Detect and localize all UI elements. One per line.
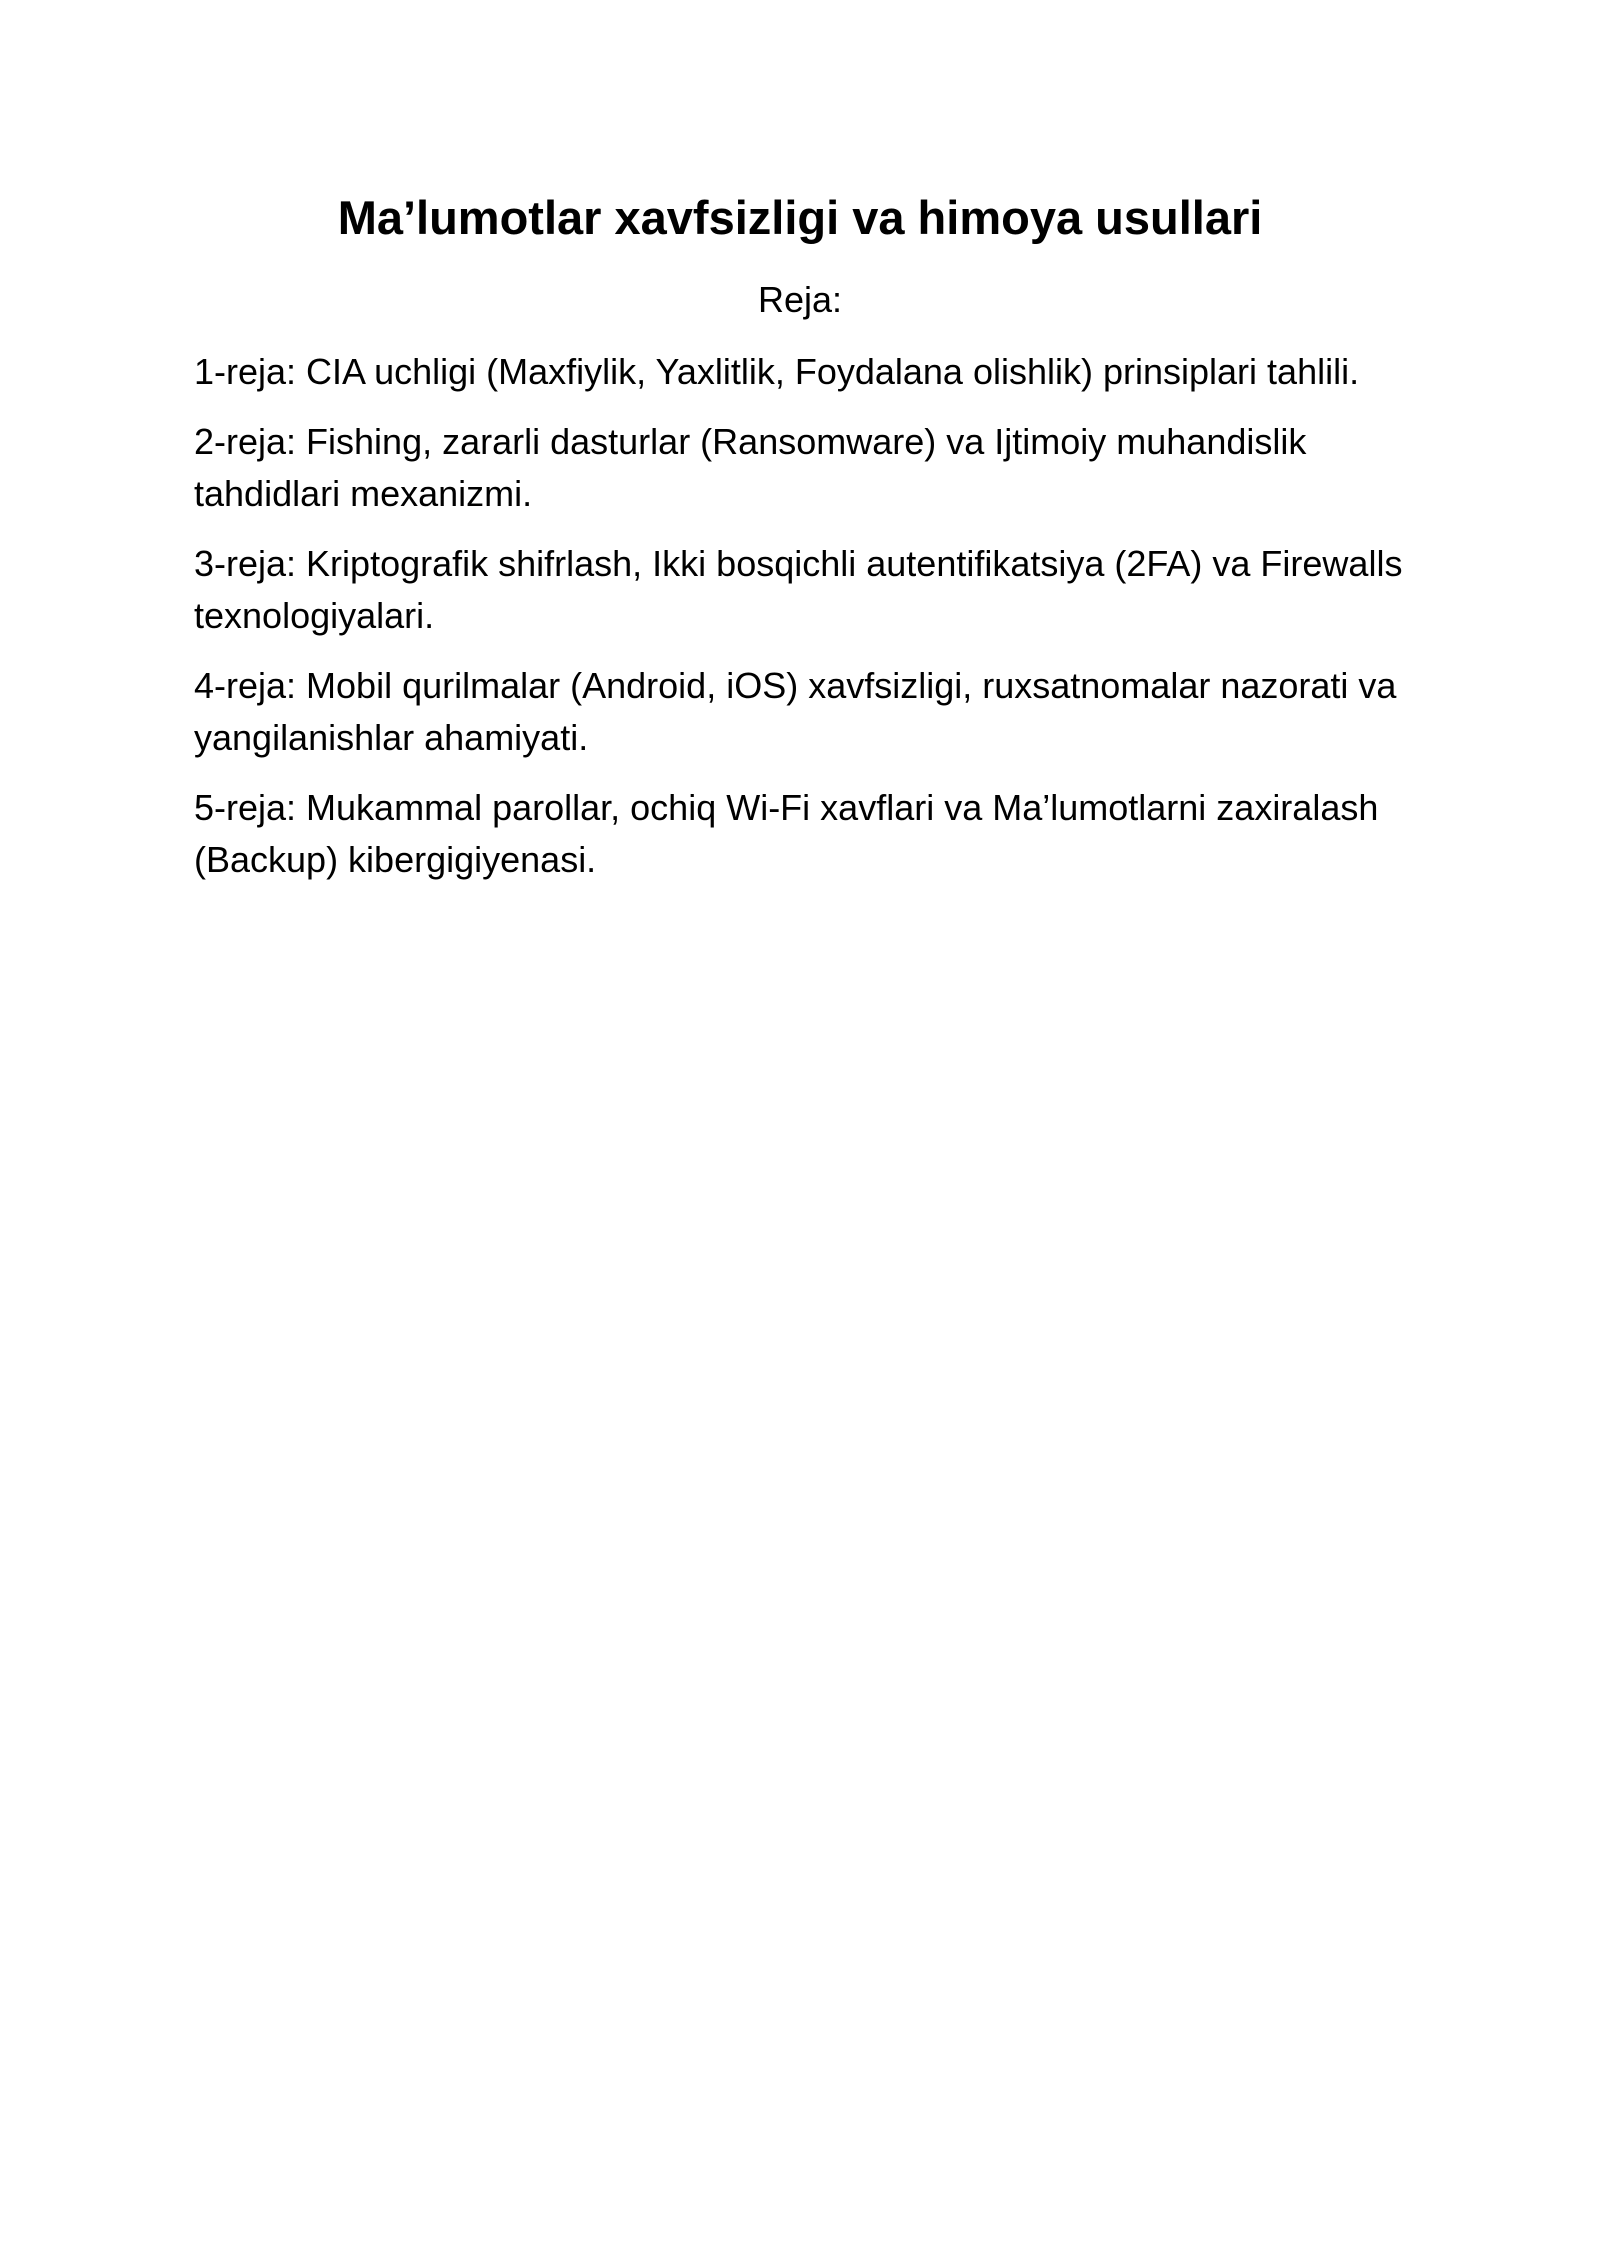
plan-list (194, 346, 1444, 904)
plan-item-2: 2-reja: Fishing, zararli dasturlar (Ransomware) va Ijtimoiy muhandislik tahdidlari mexanizmi. (194, 421, 1307, 514)
plan-item-5: 5-reja: Mukammal parollar, ochiq Wi-Fi xavflari va Ma’lumotlarni zaxiralash (Backup) kibergigiyenasi. (194, 787, 1379, 880)
document-title: Ma’lumotlar xavfsizligi va himoya usullari (337, 191, 1263, 244)
plan-heading: Reja: (757, 279, 843, 320)
plan-item-3: 3-reja: Kriptografik shifrlash, Ikki bosqichli autentifikatsiya (2FA) va Firewalls texnologiyalari. (194, 543, 1403, 636)
plan-item-1: 1-reja: CIA uchligi (Maxfiylik, Yaxlitlik, Foydalana olishlik) prinsiplari tahlili. (194, 351, 1360, 392)
plan-item-4: 4-reja: Mobil qurilmalar (Android, iOS) xavfsizligi, ruxsatnomalar nazorati va yangilanishlar ahamiyati. (194, 665, 1397, 758)
